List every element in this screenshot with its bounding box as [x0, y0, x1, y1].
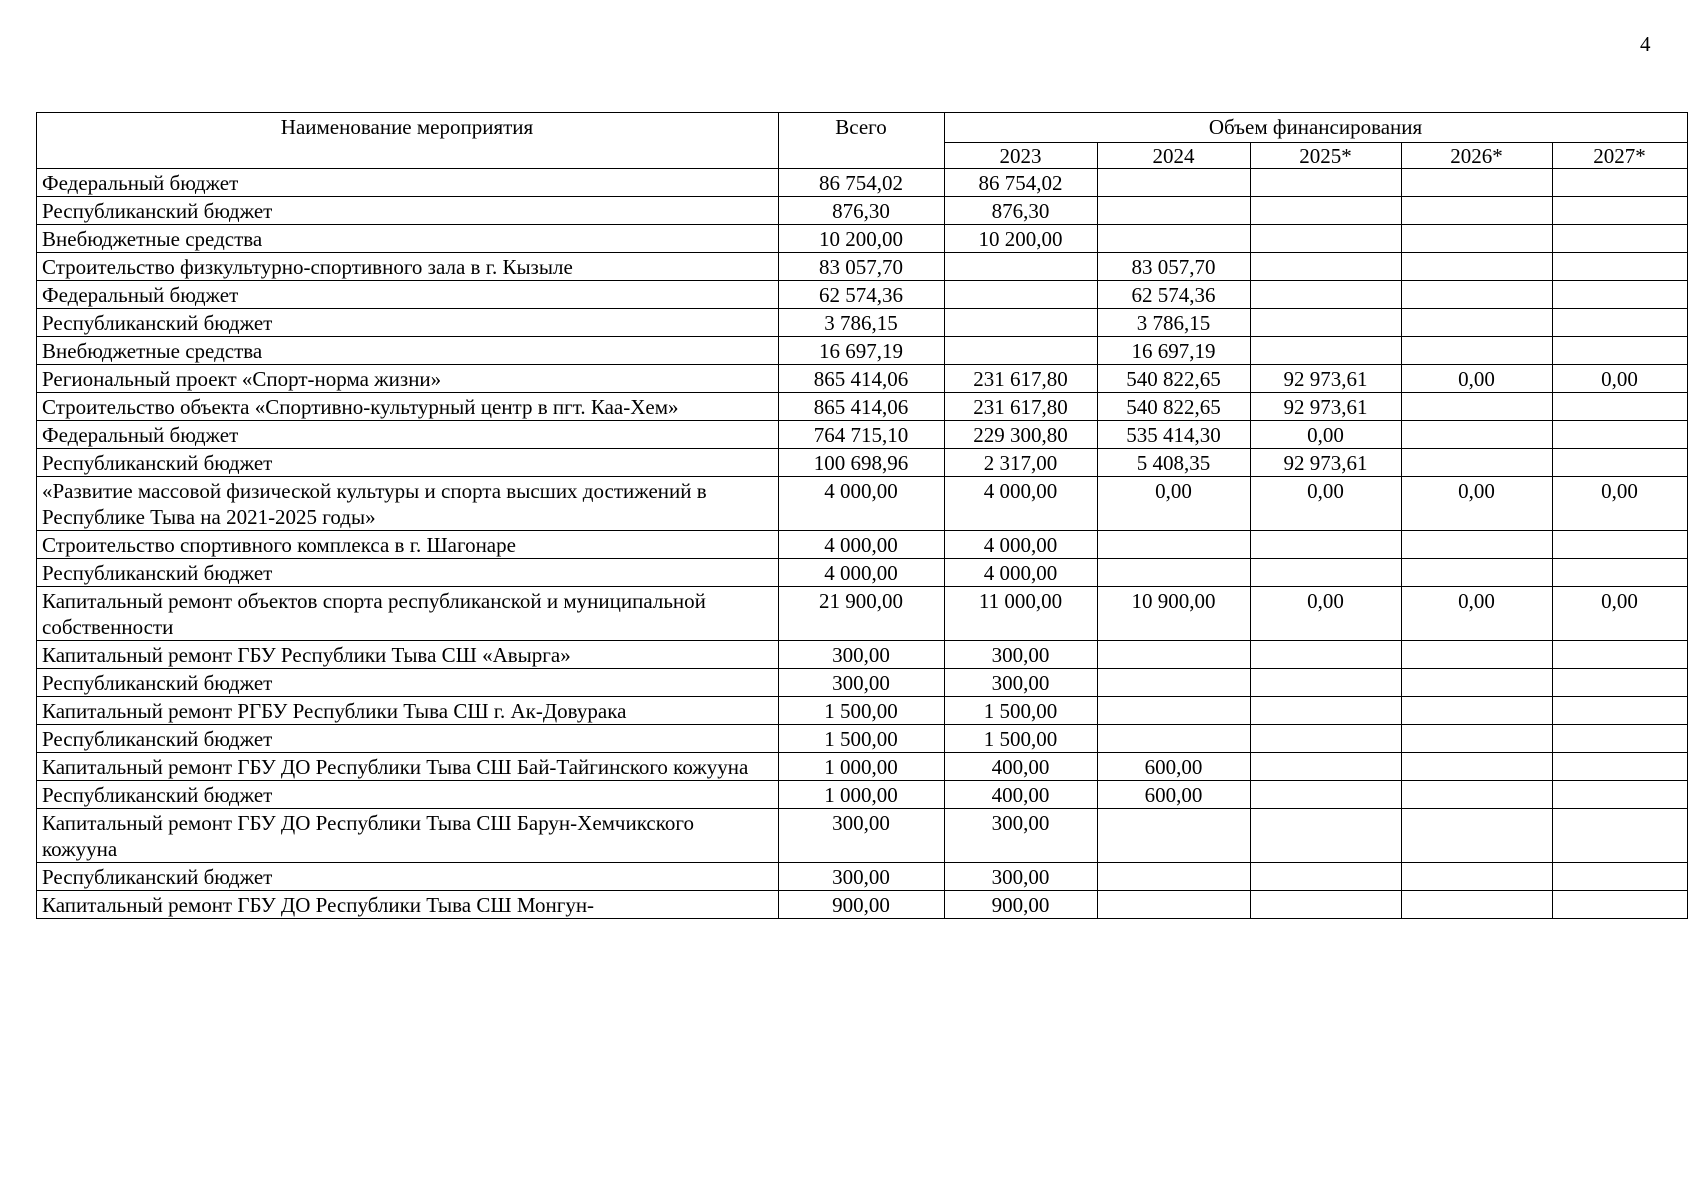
- row-name-cell: Республиканский бюджет: [37, 309, 779, 337]
- year-value-cell: [1098, 641, 1251, 669]
- year-value-cell: [1402, 669, 1553, 697]
- row-name-cell: Внебюджетные средства: [37, 225, 779, 253]
- total-cell: 4 000,00: [779, 559, 945, 587]
- year-value-cell: [945, 253, 1098, 281]
- header-year: 2025*: [1251, 143, 1402, 169]
- year-value-cell: 0,00: [1098, 477, 1251, 531]
- table-row: [37, 891, 1688, 919]
- table-row: [37, 559, 1688, 587]
- year-value-cell: 0,00: [1402, 587, 1553, 641]
- header-year: 2027*: [1553, 143, 1688, 169]
- year-value-cell: 876,30: [945, 197, 1098, 225]
- year-value-cell: [945, 281, 1098, 309]
- year-value-cell: 535 414,30: [1098, 421, 1251, 449]
- year-value-cell: [1098, 725, 1251, 753]
- table-row: [37, 753, 1688, 781]
- year-value-cell: [1251, 169, 1402, 197]
- row-name-cell: Республиканский бюджет: [37, 669, 779, 697]
- row-name-cell: Внебюджетные средства: [37, 337, 779, 365]
- year-value-cell: [1251, 641, 1402, 669]
- year-value-cell: 300,00: [945, 809, 1098, 863]
- year-value-cell: 62 574,36: [1098, 281, 1251, 309]
- year-value-cell: 300,00: [945, 863, 1098, 891]
- year-value-cell: 400,00: [945, 753, 1098, 781]
- year-value-cell: [1098, 697, 1251, 725]
- header-funding-volume: Объем финансирования: [945, 113, 1688, 143]
- table-row: [37, 477, 1688, 531]
- year-value-cell: 0,00: [1402, 365, 1553, 393]
- year-value-cell: [1402, 449, 1553, 477]
- row-name-cell: Капитальный ремонт ГБУ Республики Тыва СШ «Авырга»: [37, 641, 779, 669]
- table-row: [37, 449, 1688, 477]
- total-cell: 62 574,36: [779, 281, 945, 309]
- total-cell: 876,30: [779, 197, 945, 225]
- row-name-cell: Капитальный ремонт РГБУ Республики Тыва СШ г. Ак-Довурака: [37, 697, 779, 725]
- year-value-cell: 10 900,00: [1098, 587, 1251, 641]
- total-cell: 10 200,00: [779, 225, 945, 253]
- header-year: 2026*: [1402, 143, 1553, 169]
- year-value-cell: [1098, 809, 1251, 863]
- total-cell: 300,00: [779, 809, 945, 863]
- year-value-cell: [1251, 669, 1402, 697]
- year-value-cell: [1098, 225, 1251, 253]
- year-value-cell: 92 973,61: [1251, 449, 1402, 477]
- year-value-cell: [1251, 863, 1402, 891]
- year-value-cell: 4 000,00: [945, 531, 1098, 559]
- year-value-cell: 0,00: [1251, 421, 1402, 449]
- year-value-cell: [1251, 725, 1402, 753]
- header-name: Наименование мероприятия: [37, 113, 779, 169]
- year-value-cell: [1098, 559, 1251, 587]
- total-cell: 300,00: [779, 641, 945, 669]
- year-value-cell: [1251, 309, 1402, 337]
- year-value-cell: [1098, 669, 1251, 697]
- year-value-cell: [1402, 725, 1553, 753]
- total-cell: 300,00: [779, 863, 945, 891]
- year-value-cell: [1402, 309, 1553, 337]
- year-value-cell: 86 754,02: [945, 169, 1098, 197]
- total-cell: 16 697,19: [779, 337, 945, 365]
- total-cell: 83 057,70: [779, 253, 945, 281]
- year-value-cell: [1553, 781, 1688, 809]
- year-value-cell: 0,00: [1553, 365, 1688, 393]
- year-value-cell: 1 500,00: [945, 697, 1098, 725]
- table-row: [37, 669, 1688, 697]
- year-value-cell: 600,00: [1098, 753, 1251, 781]
- total-cell: 1 500,00: [779, 725, 945, 753]
- year-value-cell: 229 300,80: [945, 421, 1098, 449]
- table-row: [37, 365, 1688, 393]
- year-value-cell: 400,00: [945, 781, 1098, 809]
- year-value-cell: [1251, 809, 1402, 863]
- row-name-cell: Республиканский бюджет: [37, 725, 779, 753]
- year-value-cell: [1553, 225, 1688, 253]
- year-value-cell: [1553, 253, 1688, 281]
- table-row: [37, 197, 1688, 225]
- row-name-cell: Республиканский бюджет: [37, 197, 779, 225]
- year-value-cell: 600,00: [1098, 781, 1251, 809]
- year-value-cell: [945, 309, 1098, 337]
- year-value-cell: 300,00: [945, 641, 1098, 669]
- year-value-cell: [1251, 197, 1402, 225]
- year-value-cell: 0,00: [1251, 477, 1402, 531]
- year-value-cell: [1553, 531, 1688, 559]
- row-name-cell: Региональный проект «Спорт-норма жизни»: [37, 365, 779, 393]
- year-value-cell: [1402, 531, 1553, 559]
- year-value-cell: 0,00: [1553, 477, 1688, 531]
- total-cell: 4 000,00: [779, 531, 945, 559]
- total-cell: 3 786,15: [779, 309, 945, 337]
- year-value-cell: 2 317,00: [945, 449, 1098, 477]
- year-value-cell: 300,00: [945, 669, 1098, 697]
- year-value-cell: 4 000,00: [945, 559, 1098, 587]
- total-cell: 300,00: [779, 669, 945, 697]
- year-value-cell: [1098, 169, 1251, 197]
- year-value-cell: 900,00: [945, 891, 1098, 919]
- year-value-cell: [1098, 891, 1251, 919]
- year-value-cell: [1553, 669, 1688, 697]
- header-year: 2024: [1098, 143, 1251, 169]
- total-cell: 1 000,00: [779, 781, 945, 809]
- row-name-cell: Федеральный бюджет: [37, 169, 779, 197]
- page-number: 4: [1640, 32, 1651, 56]
- table-row: [37, 587, 1688, 641]
- funding-table: [36, 112, 1688, 919]
- year-value-cell: [1402, 641, 1553, 669]
- year-value-cell: [1402, 169, 1553, 197]
- total-cell: 100 698,96: [779, 449, 945, 477]
- year-value-cell: [1098, 863, 1251, 891]
- year-value-cell: [1553, 641, 1688, 669]
- row-name-cell: Федеральный бюджет: [37, 421, 779, 449]
- year-value-cell: [1553, 421, 1688, 449]
- year-value-cell: 92 973,61: [1251, 365, 1402, 393]
- table-row: [37, 169, 1688, 197]
- year-value-cell: [1402, 281, 1553, 309]
- row-name-cell: Республиканский бюджет: [37, 781, 779, 809]
- year-value-cell: [1553, 809, 1688, 863]
- total-cell: 1 000,00: [779, 753, 945, 781]
- year-value-cell: [1402, 393, 1553, 421]
- year-value-cell: [1251, 559, 1402, 587]
- table-row: [37, 809, 1688, 863]
- year-value-cell: [1553, 559, 1688, 587]
- year-value-cell: [1251, 697, 1402, 725]
- row-name-cell: Республиканский бюджет: [37, 449, 779, 477]
- year-value-cell: [1251, 781, 1402, 809]
- header-total: Всего: [779, 113, 945, 169]
- total-cell: 865 414,06: [779, 393, 945, 421]
- year-value-cell: [1553, 863, 1688, 891]
- year-value-cell: 231 617,80: [945, 393, 1098, 421]
- year-value-cell: 1 500,00: [945, 725, 1098, 753]
- year-value-cell: [1553, 197, 1688, 225]
- year-value-cell: 0,00: [1553, 587, 1688, 641]
- year-value-cell: [945, 337, 1098, 365]
- row-name-cell: Капитальный ремонт ГБУ ДО Республики Тыва СШ Барун-Хемчикского кожууна: [37, 809, 779, 863]
- year-value-cell: [1402, 197, 1553, 225]
- year-value-cell: 16 697,19: [1098, 337, 1251, 365]
- total-cell: 4 000,00: [779, 477, 945, 531]
- total-cell: 1 500,00: [779, 697, 945, 725]
- year-value-cell: [1553, 697, 1688, 725]
- year-value-cell: [1251, 225, 1402, 253]
- year-value-cell: [1251, 253, 1402, 281]
- year-value-cell: [1402, 697, 1553, 725]
- year-value-cell: [1098, 197, 1251, 225]
- header-year: 2023: [945, 143, 1098, 169]
- year-value-cell: [1402, 781, 1553, 809]
- year-value-cell: [1402, 809, 1553, 863]
- year-value-cell: 92 973,61: [1251, 393, 1402, 421]
- year-value-cell: 540 822,65: [1098, 393, 1251, 421]
- row-name-cell: Капитальный ремонт ГБУ ДО Республики Тыва СШ Монгун-: [37, 891, 779, 919]
- year-value-cell: [1402, 891, 1553, 919]
- total-cell: 86 754,02: [779, 169, 945, 197]
- year-value-cell: [1553, 753, 1688, 781]
- table-row: [37, 531, 1688, 559]
- year-value-cell: [1553, 169, 1688, 197]
- table-row: [37, 641, 1688, 669]
- row-name-cell: Республиканский бюджет: [37, 863, 779, 891]
- row-name-cell: Строительство объекта «Спортивно-культурный центр в пгт. Каа-Хем»: [37, 393, 779, 421]
- year-value-cell: 11 000,00: [945, 587, 1098, 641]
- total-cell: 764 715,10: [779, 421, 945, 449]
- year-value-cell: 0,00: [1251, 587, 1402, 641]
- row-name-cell: Строительство спортивного комплекса в г. Шагонаре: [37, 531, 779, 559]
- table-row: [37, 863, 1688, 891]
- total-cell: 900,00: [779, 891, 945, 919]
- table-row: [37, 281, 1688, 309]
- year-value-cell: 4 000,00: [945, 477, 1098, 531]
- row-name-cell: «Развитие массовой физической культуры и спорта высших достижений в Республике Тыва на 2021-2025 годы»: [37, 477, 779, 531]
- total-cell: 21 900,00: [779, 587, 945, 641]
- year-value-cell: [1251, 891, 1402, 919]
- year-value-cell: [1402, 253, 1553, 281]
- year-value-cell: [1402, 337, 1553, 365]
- year-value-cell: 0,00: [1402, 477, 1553, 531]
- row-name-cell: Республиканский бюджет: [37, 559, 779, 587]
- year-value-cell: [1553, 393, 1688, 421]
- year-value-cell: 83 057,70: [1098, 253, 1251, 281]
- row-name-cell: Строительство физкультурно-спортивного зала в г. Кызыле: [37, 253, 779, 281]
- table-row: [37, 725, 1688, 753]
- year-value-cell: [1553, 281, 1688, 309]
- table-row: [37, 421, 1688, 449]
- year-value-cell: [1553, 891, 1688, 919]
- year-value-cell: [1553, 725, 1688, 753]
- table-row: [37, 781, 1688, 809]
- year-value-cell: [1553, 337, 1688, 365]
- year-value-cell: 10 200,00: [945, 225, 1098, 253]
- year-value-cell: 540 822,65: [1098, 365, 1251, 393]
- year-value-cell: 231 617,80: [945, 365, 1098, 393]
- row-name-cell: Капитальный ремонт ГБУ ДО Республики Тыва СШ Бай-Тайгинского кожууна: [37, 753, 779, 781]
- year-value-cell: [1553, 309, 1688, 337]
- table-row: [37, 225, 1688, 253]
- table-row: [37, 309, 1688, 337]
- year-value-cell: [1251, 337, 1402, 365]
- table-body: [37, 169, 1688, 919]
- year-value-cell: [1098, 531, 1251, 559]
- row-name-cell: Капитальный ремонт объектов спорта республиканской и муниципальной собственности: [37, 587, 779, 641]
- year-value-cell: [1402, 863, 1553, 891]
- year-value-cell: [1553, 449, 1688, 477]
- table-row: [37, 337, 1688, 365]
- year-value-cell: [1402, 753, 1553, 781]
- year-value-cell: [1402, 225, 1553, 253]
- table-row: [37, 253, 1688, 281]
- row-name-cell: Федеральный бюджет: [37, 281, 779, 309]
- year-value-cell: [1402, 421, 1553, 449]
- year-value-cell: [1251, 531, 1402, 559]
- table-row: [37, 697, 1688, 725]
- year-value-cell: [1402, 559, 1553, 587]
- table-row: [37, 393, 1688, 421]
- year-value-cell: [1251, 753, 1402, 781]
- total-cell: 865 414,06: [779, 365, 945, 393]
- year-value-cell: 3 786,15: [1098, 309, 1251, 337]
- year-value-cell: 5 408,35: [1098, 449, 1251, 477]
- year-value-cell: [1251, 281, 1402, 309]
